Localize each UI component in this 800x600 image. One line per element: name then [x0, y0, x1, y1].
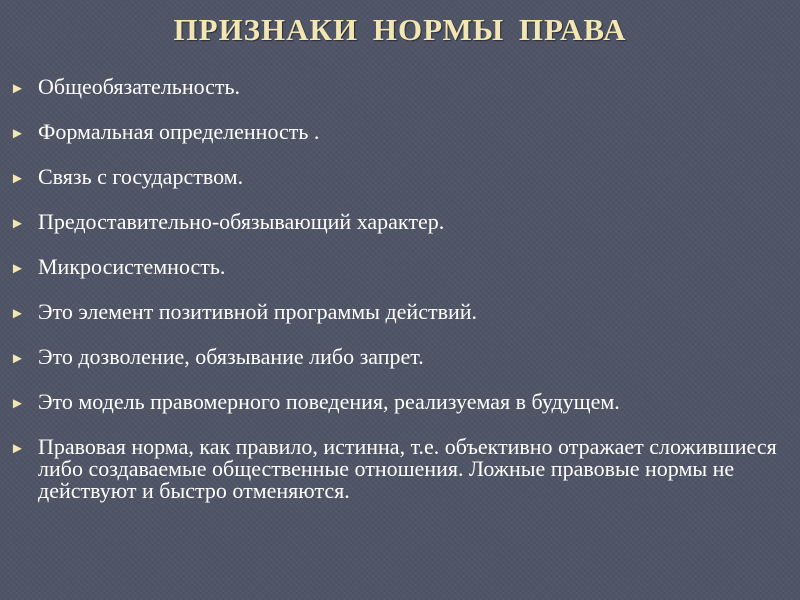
list-item-text: Микросистемность. [38, 254, 226, 279]
triangle-bullet-icon: ► [10, 351, 25, 367]
list-item [10, 436, 785, 502]
triangle-bullet-icon: ► [10, 81, 25, 97]
triangle-bullet-icon: ► [10, 441, 25, 457]
triangle-bullet-icon: ► [10, 171, 25, 187]
triangle-bullet-icon: ► [10, 261, 25, 277]
triangle-bullet-icon: ► [10, 126, 25, 142]
list-item-text: Это элемент позитивной программы действий. [38, 299, 478, 324]
list-item-text: Связь с государством. [38, 164, 244, 189]
triangle-bullet-icon: ► [10, 306, 25, 322]
list-item-text: Это дозволение, обязывание либо запрет. [38, 344, 424, 369]
bullet-list [10, 76, 785, 523]
list-item-text: Предоставительно-обязывающий характер. [38, 209, 445, 234]
list-item [10, 301, 785, 325]
triangle-bullet-icon: ► [10, 396, 25, 412]
list-item [10, 391, 785, 415]
list-item [10, 346, 785, 370]
list-item-text: Это модель правомерного поведения, реализуемая в будущем. [38, 389, 620, 414]
triangle-bullet-icon: ► [10, 216, 25, 232]
list-item [10, 256, 785, 280]
list-item-text: Формальная определенность . [38, 119, 320, 144]
list-item [10, 121, 785, 145]
list-item-text: Общеобязательность. [38, 74, 241, 99]
list-item [10, 76, 785, 100]
list-item-text: Правовая норма, как правило, истинна, т.е. объективно отражает сложившиеся либо создаваемые общественные отношения. Ложные правовые нормы не действуют и быстро отменяются. [38, 434, 777, 503]
list-item [10, 211, 785, 235]
list-item [10, 166, 785, 190]
slide-title: ПРИЗНАКИ НОРМЫ ПРАВА [173, 12, 627, 47]
